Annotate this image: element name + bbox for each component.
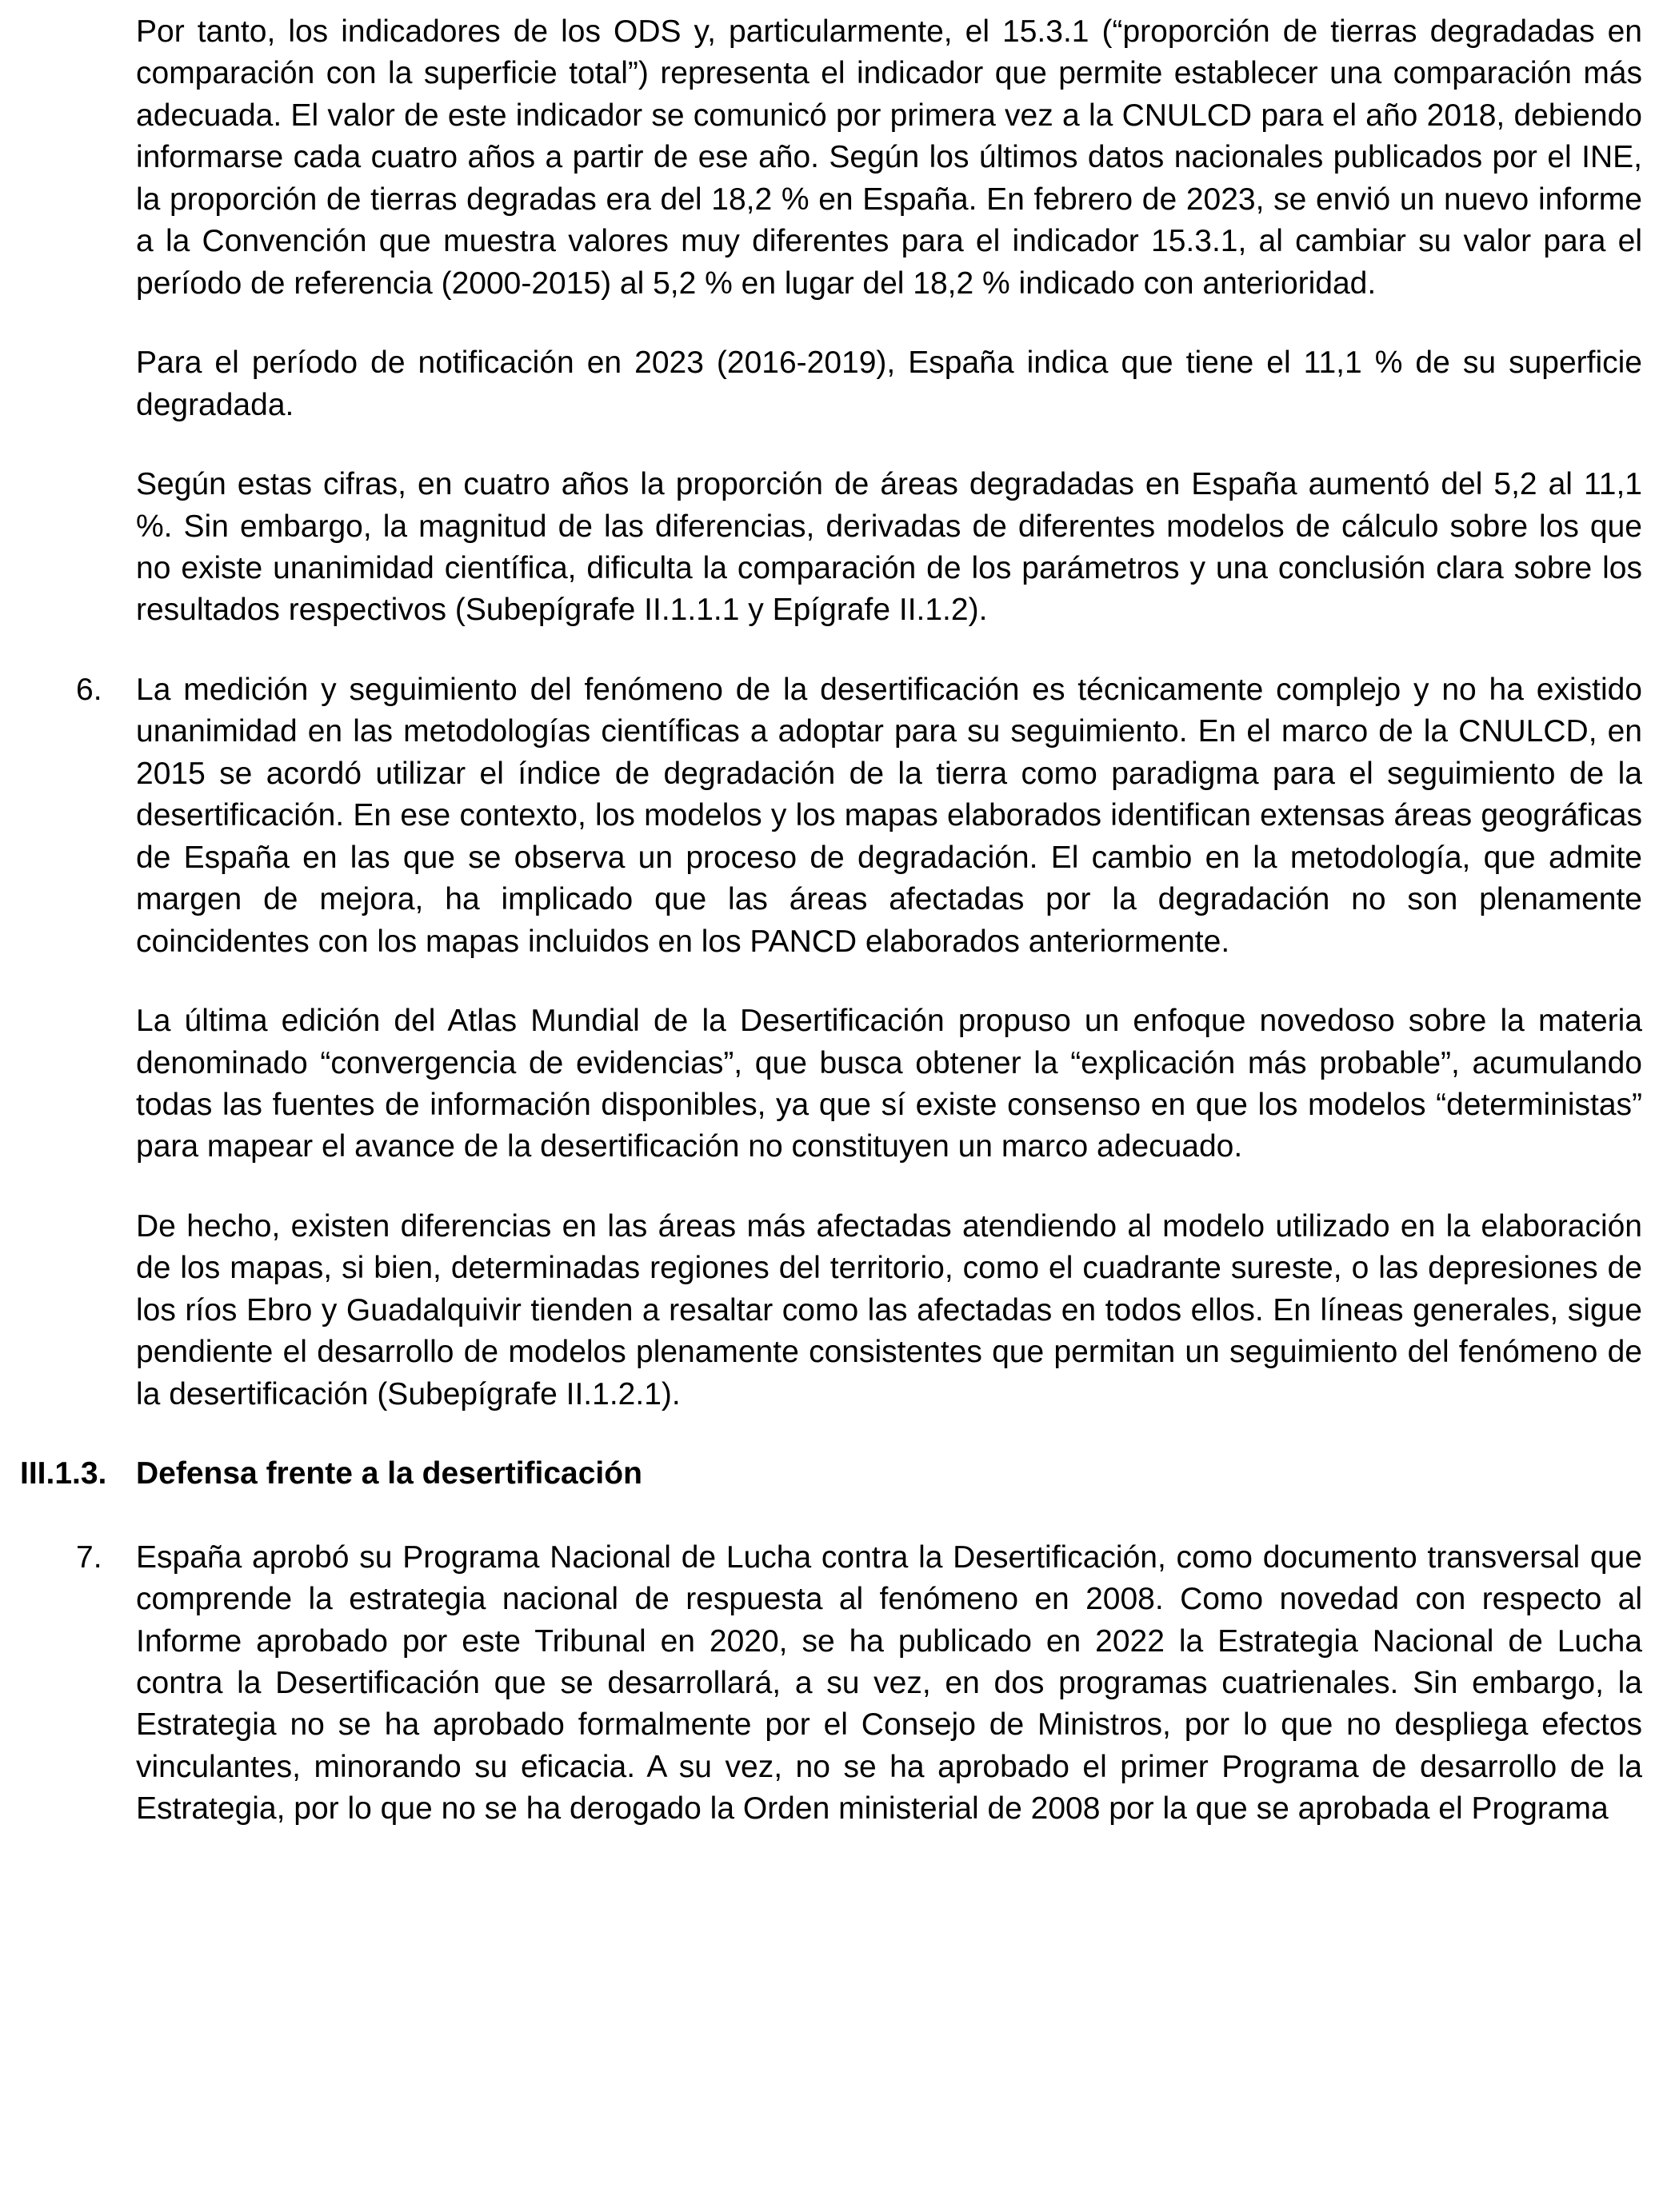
heading-number: III.1.3. (20, 1456, 107, 1491)
item-7-number: 7. (76, 1539, 102, 1575)
section-heading-iii-1-3 (20, 1453, 1642, 1495)
paragraph-atlas-mundial: La última edición del Atlas Mundial de la Desertificación propuso un enfoque novedoso sobre la materia denominado “convergencia de evidencias”, que busca obtener la “explicación más probable”, acumulando todas las fuentes de información disponibles, ya que sí existe consenso en que los modelos “deterministas” para mapear el avance de la desertificación no constituyen un marco adecuado. (136, 1004, 1642, 1164)
paragraph-ods-indicators: Por tanto, los indicadores de los ODS y, particularmente, el 15.3.1 (“proporción de tierras degradadas en comparación con la superficie total”) representa el indicador que permite establecer una comparación más adecuada. El valor de este indicador se comunicó por primera vez a la CNULCD para el año 2018, debiendo informarse cada cuatro años a partir de ese año. Según los últimos datos nacionales publicados por el INE, la proporción de tierras degradas era del 18,2 % en España. En febrero de 2023, se envió un nuevo informe a la Convención que muestra valores muy diferentes para el indicador 15.3.1, al cambiar su valor para el período de referencia (2000-2015) al 5,2 % en lugar del 18,2 % indicado con anterioridad. (136, 14, 1642, 301)
heading-title: Defensa frente a la desertificación (136, 1456, 642, 1491)
paragraph-model-differences: De hecho, existen diferencias en las áreas más afectadas atendiendo al modelo utilizado en la elaboración de los mapas, si bien, determinadas regiones del territorio, como el cuadrante sureste, o las depresiones de los ríos Ebro y Guadalquivir tienden a resaltar como las afectadas en todos ellos. En líneas generales, sigue pendiente el desarrollo de modelos plenamente consistentes que permitan un seguimiento del fenómeno de la desertificación (Subepígrafe II.1.2.1). (136, 1208, 1642, 1411)
item-6-text: La medición y seguimiento del fenómeno de la desertificación es técnicamente complejo y no ha existido unanimidad en las metodologías científicas a adoptar para su seguimiento. En el marco de la CNULCD, en 2015 se acordó utilizar el índice de degradación de la tierra como paradigma para el seguimiento de la desertificación. En ese contexto, los modelos y los mapas elaborados identifican extensas áreas geográficas de España en las que se observa un proceso de degradación. El cambio en la metodología, que admite margen de mejora, ha implicado que las áreas afectadas por la degradación no son plenamente coincidentes con los mapas incluidos en los PANCD elaborados anteriormente. (136, 672, 1642, 959)
numbered-item-7 (76, 1537, 1642, 1831)
paragraph-figures-comparison: Según estas cifras, en cuatro años la proporción de áreas degradadas en España aumentó del 5,2 al 11,1 %. Sin embargo, la magnitud de las diferencias, derivadas de diferentes modelos de cálculo sobre los que no existe unanimidad científica, dificulta la comparación de los parámetros y una conclusión clara sobre los resultados respectivos (Subepígrafe II.1.1.1 y Epígrafe II.1.2). (136, 467, 1642, 628)
numbered-item-6 (76, 669, 1642, 963)
paragraph-notification-period: Para el período de notificación en 2023 (2016-2019), España indica que tiene el 11,1 % de su superficie degradada. (136, 345, 1642, 422)
item-7-text: España aprobó su Programa Nacional de Lucha contra la Desertificación, como documento transversal que comprende la estrategia nacional de respuesta al fenómeno en 2008. Como novedad con respecto al Informe aprobado por este Tribunal en 2020, se ha publicado en 2022 la Estrategia Nacional de Lucha contra la Desertificación que se desarrollará, a su vez, en dos programas cuatrienales. Sin embargo, la Estrategia no se ha aprobado formalmente por el Consejo de Ministros, por lo que no despliega efectos vinculantes, minorando su eficacia. A su vez, no se ha aprobado el primer Programa de desarrollo de la Estrategia, por lo que no se ha derogado la Orden ministerial de 2008 por la que se aprobada el Programa (136, 1539, 1642, 1827)
item-6-number: 6. (76, 672, 102, 707)
